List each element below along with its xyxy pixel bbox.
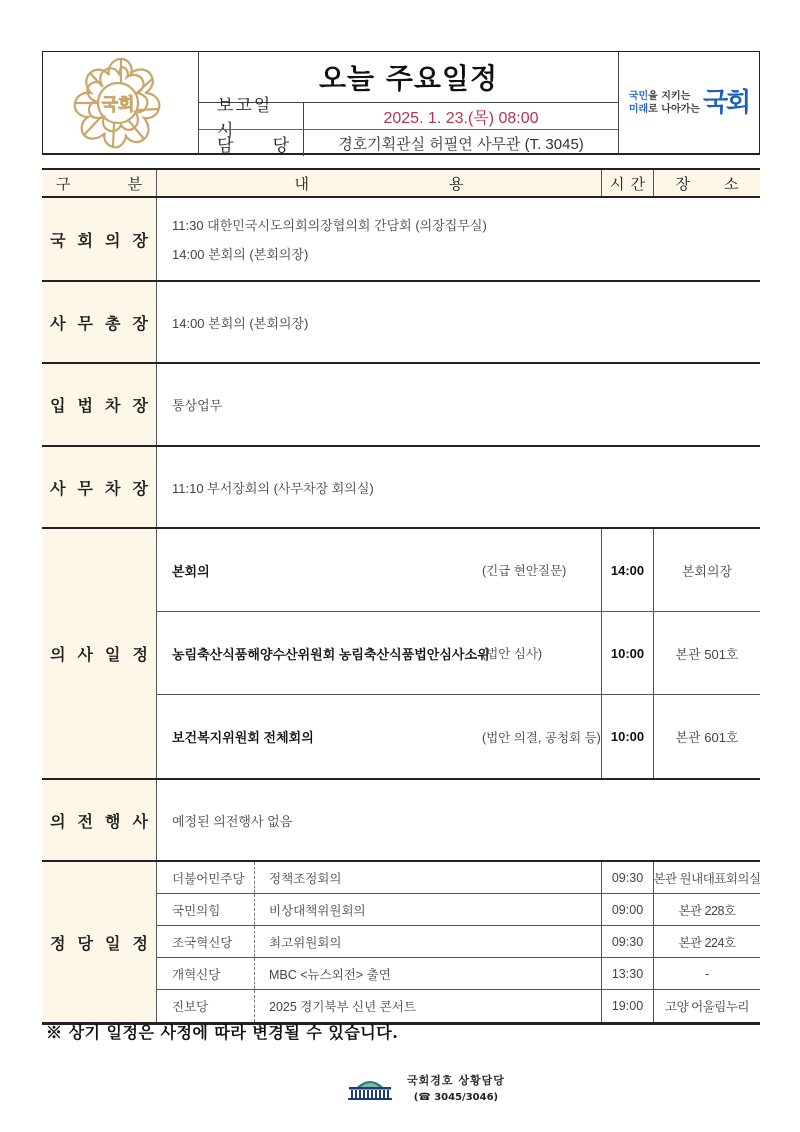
party-item xyxy=(157,894,760,926)
agenda-time: 14:00 xyxy=(602,529,654,611)
party-time: 09:00 xyxy=(602,894,654,925)
change-notice: ※ 상기 일정은 사정에 따라 변경될 수 있습니다. xyxy=(46,1023,399,1042)
table-row-speaker xyxy=(42,198,760,282)
report-header xyxy=(42,51,760,155)
content-cell xyxy=(157,447,760,527)
party-content: 비상대책위원회의 xyxy=(255,894,602,925)
footer-phone: (☎ 3045/3046) xyxy=(413,1092,499,1103)
party-place: 본관 224호 xyxy=(678,935,736,950)
schedule-line: 통상업무 xyxy=(172,398,223,413)
agenda-title: 농림축산식품해양수산위원회 농림축산식품법안심사소위 xyxy=(172,646,490,662)
agenda-note: (긴급 현안질문) xyxy=(482,564,567,578)
schedule-line: 예정된 의전행사 없음 xyxy=(172,813,293,829)
category-cell: 의 전 행 사 xyxy=(42,780,157,860)
emblem-cell xyxy=(43,52,199,153)
agenda-item xyxy=(157,612,760,695)
agenda-items xyxy=(157,529,760,778)
content-cell xyxy=(157,282,760,362)
party-time: 19:00 xyxy=(602,990,654,1022)
schedule-line: 14:00 본회의 (본회의장) xyxy=(172,247,309,262)
slogan-logo xyxy=(618,52,759,153)
footer xyxy=(345,1072,505,1103)
party-item xyxy=(157,926,760,958)
party-content: 최고위원회의 xyxy=(255,926,602,957)
table-row-ceremony xyxy=(42,780,760,862)
content-cell xyxy=(157,364,760,445)
assembly-building-icon xyxy=(345,1075,395,1101)
party-items xyxy=(157,862,760,1022)
slogan-assembly-logo: 국회 xyxy=(702,87,750,118)
party-item xyxy=(157,958,760,990)
page-title: 오늘 주요일정 xyxy=(318,62,499,95)
category-cell: 정 당 일 정 xyxy=(42,862,157,1022)
national-assembly-emblem-icon xyxy=(69,53,173,153)
agenda-note: (법안 심사) xyxy=(482,647,543,661)
schedule-table xyxy=(42,168,760,1025)
schedule-line: 14:00 본회의 (본회의장) xyxy=(172,315,309,331)
table-row-parties xyxy=(42,862,760,1025)
report-date-row xyxy=(199,96,618,141)
category-cell: 사 무 차 장 xyxy=(42,447,157,527)
agenda-time: 10:00 xyxy=(602,695,654,778)
contact-value: 경호기획관실 허필연 사무관 (T. 3045) xyxy=(338,135,584,153)
agenda-place: 본관 601호 xyxy=(675,730,739,745)
table-row-agenda xyxy=(42,529,760,780)
party-content: 2025 경기북부 신년 콘서트 xyxy=(255,990,602,1022)
col-place: 장 소 xyxy=(675,174,739,193)
party-time: 09:30 xyxy=(602,862,654,893)
party-name: 진보당 xyxy=(157,990,255,1022)
party-time: 09:30 xyxy=(602,926,654,957)
party-content: MBC <뉴스외전> 출연 xyxy=(255,958,602,989)
report-date-label: 보고일시 xyxy=(199,103,304,129)
category-cell: 사 무 총 장 xyxy=(42,282,157,362)
svg-text:국회: 국회 xyxy=(101,94,134,115)
table-row-deputy-secretary xyxy=(42,447,760,529)
category-cell: 의 사 일 정 xyxy=(42,529,157,778)
table-header xyxy=(42,170,760,198)
schedule-line: 11:30 대한민국시도의회의장협의회 간담회 (의장집무실) xyxy=(172,218,487,233)
table-row-secretary-general xyxy=(42,282,760,364)
party-content: 정책조정회의 xyxy=(255,862,602,893)
party-place: 본관 228호 xyxy=(678,903,736,918)
col-time: 시 간 xyxy=(602,170,654,196)
footer-department: 국회경호 상황담당 xyxy=(407,1074,505,1087)
agenda-place: 본관 501호 xyxy=(675,646,739,662)
category-cell: 입 법 차 장 xyxy=(42,364,157,445)
party-name: 더불어민주당 xyxy=(157,862,255,893)
slogan-text: 국민을 지키는 미래로 나아가는 xyxy=(628,90,700,115)
party-name: 개혁신당 xyxy=(157,958,255,989)
col-category: 구 분 xyxy=(42,170,157,196)
contact-label: 담 당 xyxy=(199,130,304,156)
party-name: 국민의힘 xyxy=(157,894,255,925)
agenda-item xyxy=(157,529,760,612)
party-place: 고양 어울림누리 xyxy=(665,1000,749,1014)
party-item xyxy=(157,990,760,1022)
header-info xyxy=(199,52,618,156)
party-place: 본관 원내대표회의실 xyxy=(653,871,761,886)
table-row-legislative-deputy xyxy=(42,364,760,447)
schedule-line: 11:10 부서장회의 (사무차장 회의실) xyxy=(172,480,374,496)
category-cell: 국 회 의 장 xyxy=(42,198,157,280)
party-name: 조국혁신당 xyxy=(157,926,255,957)
content-cell xyxy=(157,198,760,280)
agenda-note: (법안 의결, 공청회 등) xyxy=(482,730,601,745)
party-place: - xyxy=(705,966,709,981)
party-time: 13:30 xyxy=(602,958,654,989)
col-content: 내 용 xyxy=(157,170,602,196)
content-cell xyxy=(157,780,760,860)
contact-row xyxy=(199,129,618,156)
agenda-title: 본회의 xyxy=(172,563,210,579)
agenda-title: 보건복지위원회 전체회의 xyxy=(172,730,314,745)
agenda-time: 10:00 xyxy=(602,612,654,694)
report-date-value: 2025. 1. 23.(목) 08:00 xyxy=(383,109,539,127)
agenda-item xyxy=(157,695,760,778)
agenda-place: 본회의장 xyxy=(681,563,733,579)
party-item xyxy=(157,862,760,894)
